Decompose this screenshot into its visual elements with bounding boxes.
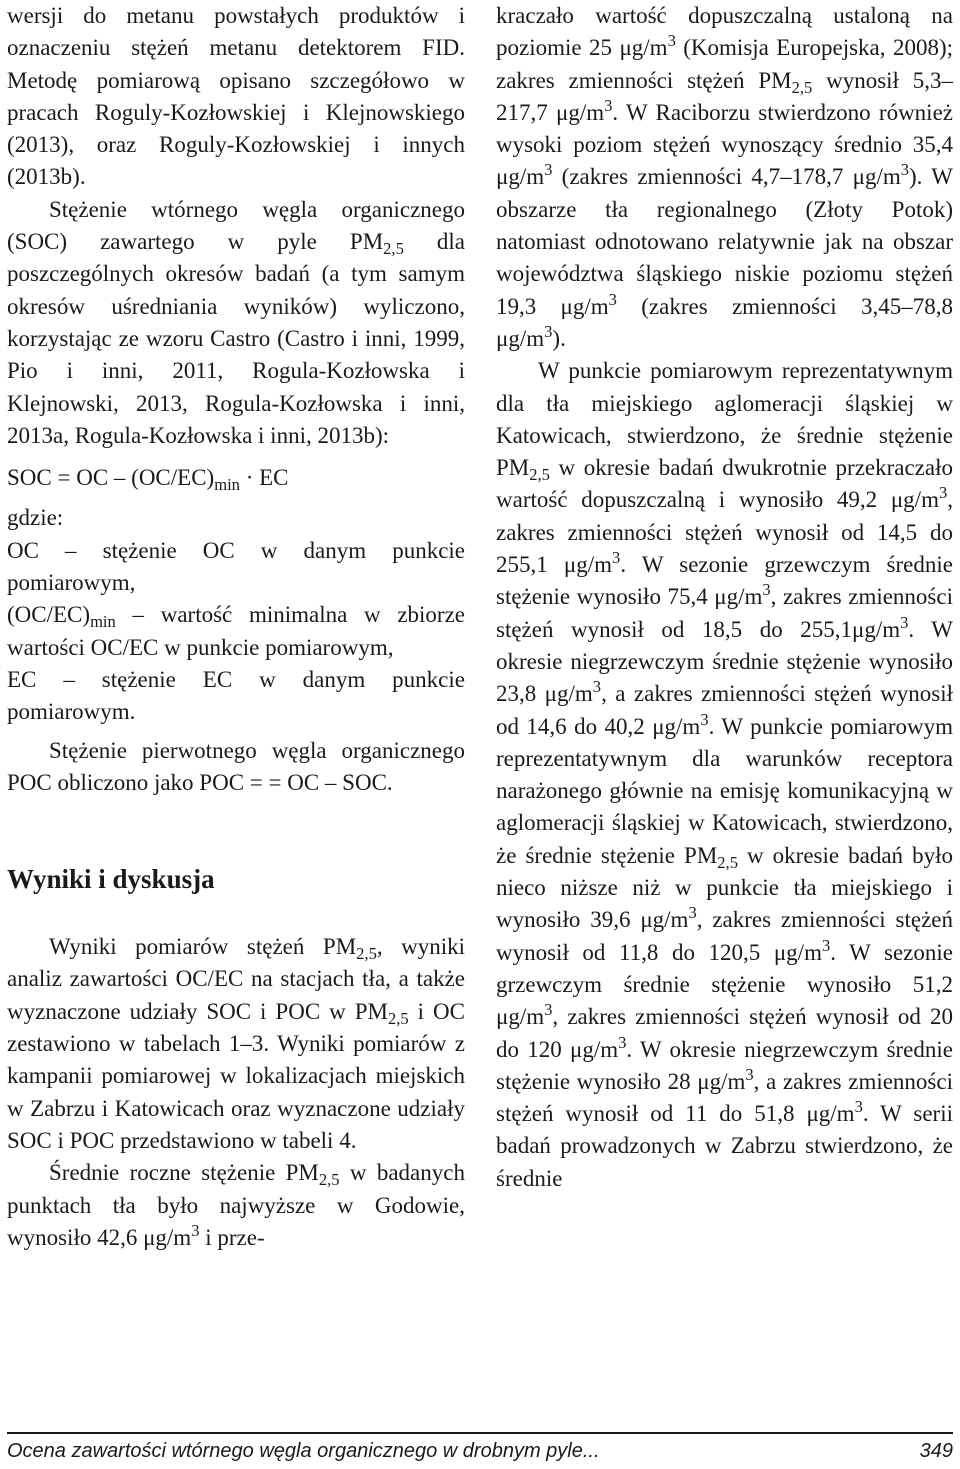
paragraph-poc: Stężenie pierwotnego węgla organicznego POC obliczono jako POC = = OC – SOC. (7, 737, 465, 795)
right-column (496, 0, 953, 1195)
formula-soc: SOC = OC – $(OC/EC)_{min}$ · EC (7, 465, 289, 495)
paragraph-methods-end: wersji do metanu powstałych produktów i oznaczeniu stężeń metanu detektorem FID. Metodę pomiarową opisano szczegółowo w pracach Roguly-Kozłowskiej i Klejnowskiego (2013), oraz Roguly-Kozłowskiej i innych (2013b). (7, 3, 465, 190)
footer-divider (7, 1432, 953, 1434)
page-number: 349 (919, 1440, 953, 1462)
paragraph-annual-mean: Średnie roczne stężenie $PM_{2,5}$ w badanych punktach tła było najwyższe w Godowie, wynosiło 42,6 $\mu g/m^3$ i prze- (7, 1160, 465, 1250)
definition-ec: EC – stężenie EC w danym punkcie pomiarowym. (7, 666, 465, 725)
definition-oc-ec-min: $(OC/EC)_{min}$ – wartość minimalna w zbiorze wartości OC/EC w punkcie pomiarowym, (7, 602, 465, 660)
running-footer-title: Ocena zawartości wtórnego węgla organicznego w drobnym pyle... (7, 1440, 600, 1462)
definition-oc: OC – stężenie OC w danym punkcie pomiarowym, (7, 537, 465, 596)
paragraph-soc-calculation: Stężenie wtórnego węgla organicznego (SOC) zawartego w pyle $PM_{2,5}$ dla poszczególnych okresów badań (a tym samym okresów uśredniania wyników) wyliczono, korzystając ze wzoru Castro (Castro i inni, 1999, Pio i inni, 2011, Rogula-Kozłowska i Klejnowski, 2013, Rogula-Kozłowska i inni, 2013a, Rogula-Kozłowska i inni, 2013b): (7, 196, 465, 448)
left-column (7, 0, 465, 1254)
where-label: gdzie: (7, 505, 64, 531)
paragraph-katowice: W punkcie pomiarowym reprezentatywnym dla tła miejskiego aglomeracji śląskiej w Katowicach, stwierdzono, że średnie stężenie $PM_{2,5}$ w okresie badań dwukrotnie przekraczało wartość dopuszczalną i wynosiło 49,2 $\mu g/m^3$, zakres zmienności stężeń wynosił od 14,5 do 255,1 $\mu g/m^3$. W sezonie grzewczym średnie stężenie wynosiło 75,4 $\mu g/m^3$, zakres zmienności stężeń wynosił od 18,5 do $255,1\mu g/m^3$. W okresie niegrzewczym średnie stężenie wynosiło 23,8 $\mu g/m^3$, a zakres zmienności stężeń wynosił od 14,6 do 40,2 $\mu g/m^3$. W punkcie pomiarowym reprezentatywnym dla warunków receptora narażonego głównie na emisję komunikacyjną w aglomeracji śląskiej w Katowicach, stwierdzono, że średnie stężenie $PM_{2,5}$ w okresie badań było nieco niższe niż w punkcie tła miejskiego i wynosiło 39,6 $\mu g/m^3$, zakres zmienności stężeń wynosił od 11,8 do 120,5 $\mu g/m^3$. W sezonie grzewczym średnie stężenie wynosiło 51,2 $\mu g/m^3$, zakres zmienności stężeń wynosił od 20 do 120 $\mu g/m^3$. W okresie niegrzewczym średnie stężenie wynosiło 28 $\mu g/m^3$, a zakres zmienności stężeń wynosił od 11 do 51,8 $\mu g/m^3$. W serii badań prowadzonych w Zabrzu stwierdzono, że średnie (496, 358, 954, 1191)
section-heading: Wyniki i dyskusja (7, 864, 215, 895)
paragraph-results-intro: Wyniki pomiarów stężeń $PM_{2,5}$, wyniki analiz zawartości OC/EC na stacjach tła, a także wyznaczone udziały SOC i POC w $PM_{2,5}$ i OC zestawiono w tabelach 1–3. Wyniki pomiarów z kampanii pomiarowej w lokalizacjach miejskich w Zabrzu i Katowicach oraz wyznaczone udziały SOC i POC przedstawiono w tabeli 4. (7, 934, 466, 1153)
paragraph-background-sites: kraczało wartość dopuszczalną ustaloną na poziomie 25 $\mu g/m^3$ (Komisja Europejska, 2008); zakres zmienności stężeń $PM_{2,5}$ wynosił 5,3–217,7 $\mu g/m^3$. W Raciborzu stwierdzono również wysoki poziom stężeń wynoszący średnio 35,4 $\mu g/m^3$ (zakres zmienności 4,7–178,7 $\mu g/m^3$). W obszarze tła regionalnego (Złoty Potok) natomiast odnotowano relatywnie jak na obszar województwa śląskiego niskie poziomu stężeń 19,3 $\mu g/m^3$ (zakres zmienności 3,45–78,8 $\mu g/m^3$). (496, 3, 953, 351)
